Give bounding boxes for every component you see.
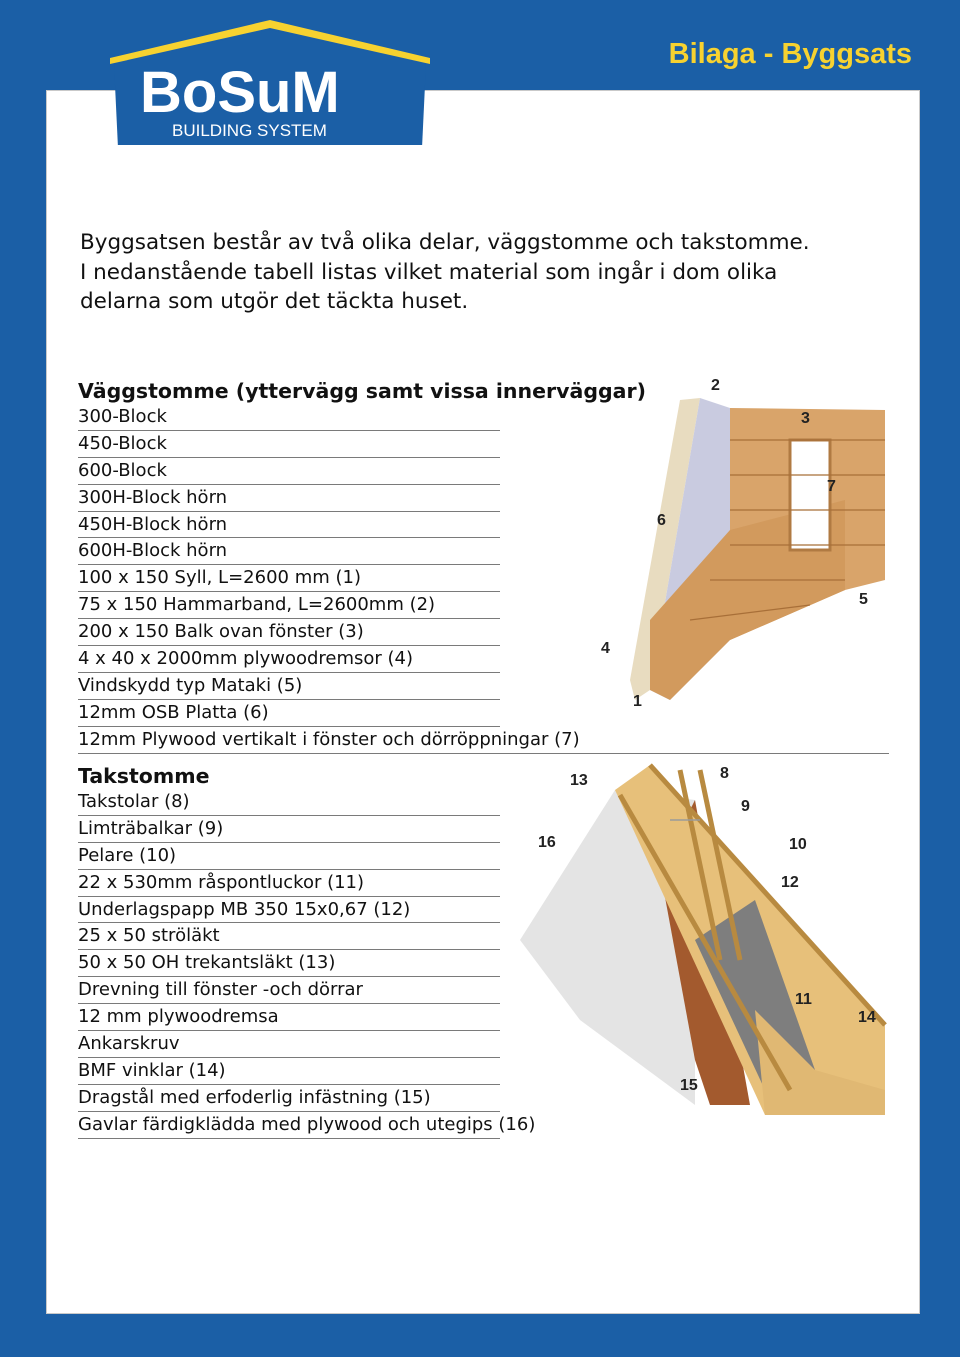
list-item: 12 mm plywoodremsa — [78, 1004, 500, 1031]
list-item: 12mm Plywood vertikalt i fönster och dörröppningar (7) — [78, 727, 889, 754]
callout-label: 3 — [801, 410, 810, 427]
list-item: Limträbalkar (9) — [78, 816, 500, 843]
callout-label: 10 — [789, 836, 807, 853]
intro-line: Byggsatsen består av två olika delar, väggstomme och takstomme. — [80, 230, 810, 255]
list-item: 600-Block — [78, 458, 500, 485]
callout-label: 5 — [859, 591, 868, 608]
callout-label: 15 — [680, 1077, 698, 1094]
callout-label: 9 — [741, 798, 750, 815]
callout-label: 7 — [827, 478, 836, 495]
svg-text:BUILDING SYSTEM: BUILDING SYSTEM — [172, 121, 327, 140]
intro-line: delarna som utgör det täckta huset. — [80, 289, 469, 314]
callout-label: 8 — [720, 765, 729, 782]
callout-label: 12 — [781, 874, 799, 891]
list-item: 600H-Block hörn — [78, 538, 500, 565]
list-item: 50 x 50 OH trekantsläkt (13) — [78, 950, 500, 977]
list-item: Takstolar (8) — [78, 789, 500, 816]
list-item: 12mm OSB Platta (6) — [78, 700, 500, 727]
list-item: BMF vinklar (14) — [78, 1058, 500, 1085]
callout-label: 13 — [570, 772, 588, 789]
roof-heading: Takstomme — [78, 764, 210, 788]
page-title: Bilaga - Byggsats — [668, 38, 912, 70]
list-item: Underlagspapp MB 350 15x0,67 (12) — [78, 897, 500, 924]
bosum-logo — [110, 20, 430, 145]
intro-text — [80, 228, 880, 317]
list-item: Ankarskruv — [78, 1031, 500, 1058]
list-item: 200 x 150 Balk ovan fönster (3) — [78, 619, 500, 646]
callout-label: 16 — [538, 834, 556, 851]
roof-illustration — [520, 760, 890, 1120]
list-item: Gavlar färdigklädda med plywood och utegips (16) — [78, 1112, 500, 1139]
list-item: 22 x 530mm råspontluckor (11) — [78, 870, 500, 897]
list-item: 450H-Block hörn — [78, 512, 500, 539]
list-item: 75 x 150 Hammarband, L=2600mm (2) — [78, 592, 500, 619]
svg-text:BoSuM: BoSuM — [140, 60, 340, 125]
list-item: Drevning till fönster -och dörrar — [78, 977, 500, 1004]
list-item: 4 x 40 x 2000mm plywoodremsor (4) — [78, 646, 500, 673]
wall-heading: Väggstomme (yttervägg samt vissa innerväggar) — [78, 379, 646, 403]
list-item: Pelare (10) — [78, 843, 500, 870]
list-item: 300-Block — [78, 404, 500, 431]
callout-label: 4 — [601, 640, 610, 657]
list-item: Dragstål med erfoderlig infästning (15) — [78, 1085, 500, 1112]
list-item: 300H-Block hörn — [78, 485, 500, 512]
wall-material-list — [78, 378, 889, 754]
callout-label: 1 — [633, 693, 642, 710]
list-item: 450-Block — [78, 431, 500, 458]
callout-label: 2 — [711, 377, 720, 394]
list-item: 25 x 50 ströläkt — [78, 923, 500, 950]
callout-label: 6 — [657, 512, 666, 529]
callout-label: 14 — [858, 1009, 876, 1026]
intro-line: I nedanstående tabell listas vilket material som ingår i dom olika — [80, 259, 778, 285]
roof-material-list — [78, 763, 536, 1139]
list-item: 100 x 150 Syll, L=2600 mm (1) — [78, 565, 500, 592]
callout-label: 11 — [795, 991, 812, 1008]
list-item: Vindskydd typ Mataki (5) — [78, 673, 500, 700]
